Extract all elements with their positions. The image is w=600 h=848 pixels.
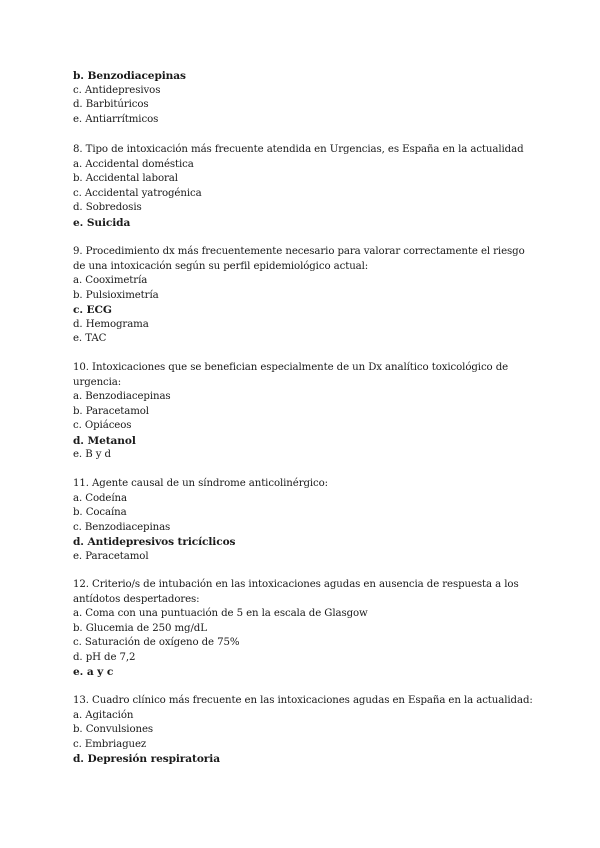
question-13: [73, 694, 533, 767]
question-12: [73, 578, 533, 680]
question-text: 12. Criterio/s de intubación en las intoxicaciones agudas en ausencia de respuesta a los: [73, 579, 519, 590]
answer-option: c. Accidental yatrogénica: [73, 187, 202, 199]
answer-option: c. Benzodiacepinas: [73, 521, 171, 533]
question-text: urgencia:: [73, 376, 122, 388]
answer-option: a. Codeína: [73, 492, 127, 504]
answer-option: b. Cocaína: [73, 507, 127, 519]
answer-option-correct: d. Depresión respiratoria: [73, 753, 220, 766]
question-7-continuation: [73, 69, 533, 127]
answer-option: a. Agitación: [73, 709, 134, 721]
answer-option-correct: d. Antidepresivos tricíclicos: [73, 536, 236, 549]
answer-option: b. Benzodiacepinas: [73, 70, 186, 82]
answer-option: b. Paracetamol: [73, 405, 149, 417]
answer-option: b. Glucemia de 250 mg/dL: [73, 622, 207, 634]
answer-option: e. TAC: [73, 333, 107, 345]
question-text: 8. Tipo de intoxicación más frecuente atendida en Urgencias, es España en la actualidad: [73, 144, 524, 155]
answer-option: e. Paracetamol: [73, 550, 149, 562]
question-11: [73, 477, 533, 564]
answer-option: b. Convulsiones: [73, 724, 154, 736]
question-text: de una intoxicación según su perfil epidemiológico actual:: [73, 260, 369, 272]
answer-option: c. Opiáceos: [73, 420, 132, 432]
question-text: 13. Cuadro clínico más frecuente en las intoxicaciones agudas en España en la actualidad:: [73, 695, 533, 706]
question-text: 10. Intoxicaciones que se benefician especialmente de un Dx analítico toxicológico de: [73, 362, 509, 373]
question-10: [73, 361, 533, 463]
answer-option: d. Sobredosis: [73, 202, 142, 214]
answer-option: c. Antidepresivos: [73, 84, 161, 96]
question-text: 11. Agente causal de un síndrome anticolinérgico:: [73, 478, 329, 489]
answer-option: d. Hemograma: [73, 318, 149, 330]
answer-option: b. Accidental laboral: [73, 173, 178, 185]
answer-option-correct: c. ECG: [73, 304, 112, 317]
answer-option-correct: e. Suicida: [73, 216, 131, 229]
answer-option: c. Embriaguez: [73, 738, 147, 750]
answer-option: a. Coma con una puntuación de 5 en la escala de Glasgow: [73, 608, 368, 620]
answer-option: a. Benzodiacepinas: [73, 391, 171, 403]
answer-option: e. B y d: [73, 449, 111, 461]
question-text: 9. Procedimiento dx más frecuentemente necesario para valorar correctamente el riesgo: [73, 246, 525, 257]
answer-option-correct: d. Metanol: [73, 434, 136, 447]
answer-option: a. Accidental doméstica: [73, 158, 194, 170]
answer-option: d. pH de 7,2: [73, 651, 136, 663]
question-9: [73, 245, 533, 347]
answer-option: b. Pulsioximetría: [73, 289, 159, 301]
answer-option: e. Antiarrítmicos: [73, 113, 159, 125]
answer-option: c. Saturación de oxígeno de 75%: [73, 637, 240, 649]
answer-option: d. Barbitúricos: [73, 99, 149, 111]
question-text: antídotos despertadores:: [73, 593, 200, 605]
answer-option-correct: e. a y c: [73, 666, 114, 679]
answer-option: a. Cooximetría: [73, 275, 148, 287]
question-8: [73, 143, 533, 230]
